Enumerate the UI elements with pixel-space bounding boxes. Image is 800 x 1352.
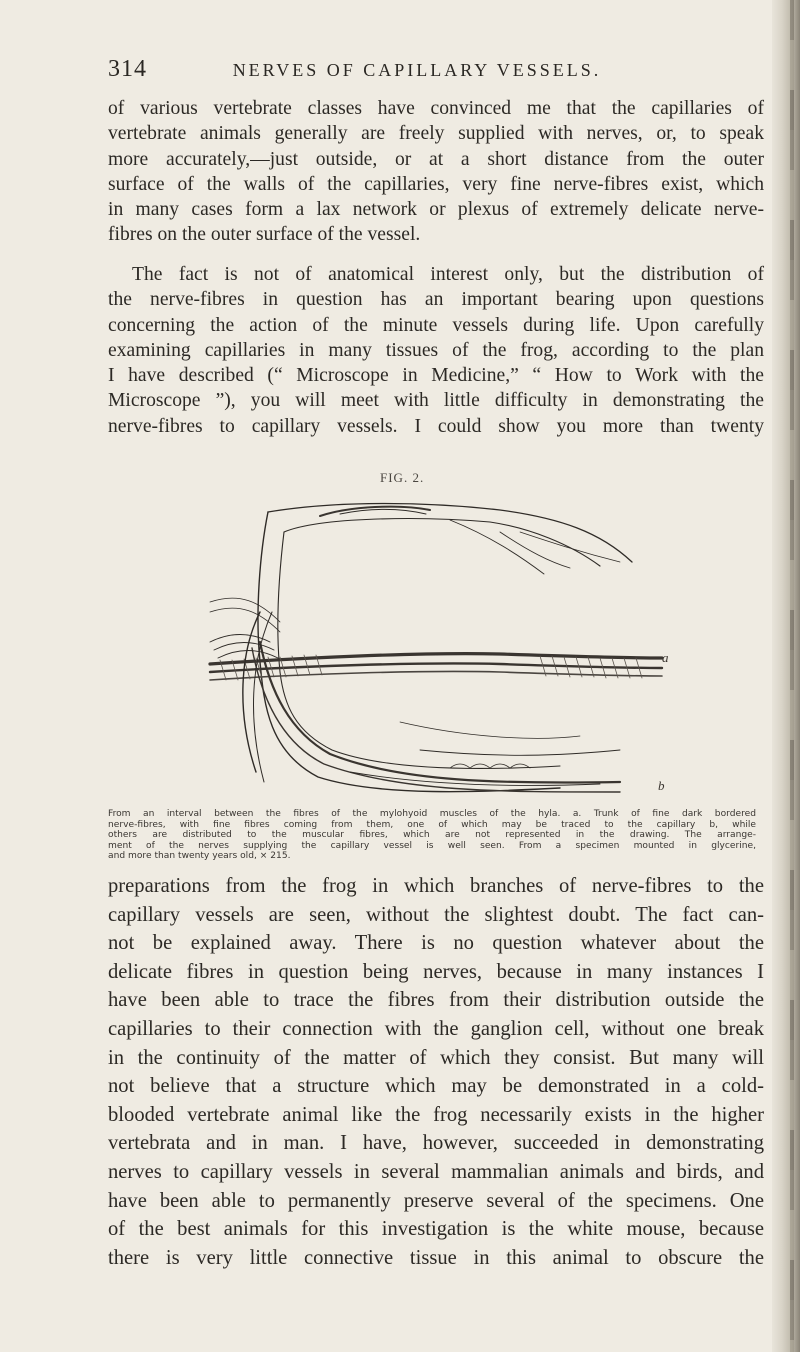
caption-line: nerve-fibres, with fine fibres coming from them, one of which may be traced to the capillary b, while xyxy=(108,819,756,830)
text-line: vertebrata and in man. I have, however, succeeded in demonstrating xyxy=(108,1132,764,1155)
text-line: the nerve-fibres in question has an important bearing upon questions xyxy=(108,289,764,311)
text-line: in many cases form a lax network or plexus of extremely delicate nerve- xyxy=(108,199,764,221)
nerve-capillary-illustration xyxy=(200,492,680,804)
text-line: concerning the action of the minute vessels during life. Upon carefully xyxy=(108,314,764,336)
text-line: capillary vessels are seen, without the slightest doubt. The fact can- xyxy=(108,903,764,926)
label-b: b xyxy=(658,778,665,793)
text-line: examining capillaries in many tissues of the frog, according to the plan xyxy=(108,339,764,361)
text-line: blooded vertebrate animal like the frog necessarily exists in the higher xyxy=(108,1103,764,1126)
text-line: surface of the walls of the capillaries, very fine nerve-fibres exist, which xyxy=(108,173,764,195)
text-line: capillaries to their connection with the ganglion cell, without one break xyxy=(108,1017,764,1040)
running-head: NERVES OF CAPILLARY VESSELS. xyxy=(232,60,602,80)
paragraph-3 xyxy=(108,872,764,1272)
text-line: of the best animals for this investigation is the white mouse, because xyxy=(108,1218,764,1241)
text-line: fibres on the outer surface of the vessel. xyxy=(108,224,421,246)
text-line: have been able to trace the fibres from their distribution outside the xyxy=(108,989,764,1012)
text-line: nerves to capillary vessels in several mammalian animals and birds, and xyxy=(108,1160,764,1183)
text-line: vertebrate animals generally are freely supplied with nerves, or, to speak xyxy=(108,123,764,145)
text-line: of various vertebrate classes have convinced me that the capillaries of xyxy=(108,98,764,119)
text-line: in the continuity of the matter of which they consist. But many will xyxy=(108,1046,764,1069)
caption-line: and more than twenty years old, × 215. xyxy=(108,851,291,862)
text-line: more accurately,—just outside, or at a short distance from the outer xyxy=(108,148,764,170)
paragraph-2 xyxy=(108,262,764,439)
caption-line: ment of the nerves supplying the capillary vessel is well seen. From a specimen mounted in glycerine, xyxy=(108,840,756,851)
figure-caption xyxy=(108,809,756,862)
page-header xyxy=(108,56,756,86)
text-line: not be explained away. There is no question whatever about the xyxy=(108,932,764,955)
figure-label: FIG. 2. xyxy=(380,470,425,485)
caption-line: others are distributed to the muscular fibres, which are not represented in the drawing. The arrange- xyxy=(108,830,756,841)
label-a: a xyxy=(662,650,669,665)
text-line: preparations from the frog in which branches of nerve-fibres to the xyxy=(108,875,764,897)
text-line: I have described (“ Microscope in Medicine,” “ How to Work with the xyxy=(108,365,764,387)
text-line: delicate fibres in question being nerves, because in many instances I xyxy=(108,960,764,983)
paragraph-1 xyxy=(108,96,764,248)
book-page-edge xyxy=(772,0,800,1352)
caption-line: From an interval between the fibres of the mylohyoid muscles of the hyla. a. Trunk of fine dark bordered xyxy=(108,809,756,819)
text-line: The fact is not of anatomical interest only, but the distribution of xyxy=(132,264,764,285)
text-line: there is very little connective tissue in this animal to obscure the xyxy=(108,1246,764,1269)
page-number: 314 xyxy=(108,56,147,82)
text-line: nerve-fibres to capillary vessels. I could show you more than twenty xyxy=(108,415,764,437)
text-line: have been able to permanently preserve several of the specimens. One xyxy=(108,1189,764,1212)
text-line: not believe that a structure which may be demonstrated in a cold- xyxy=(108,1075,764,1098)
text-line: Microscope ”), you will meet with little difficulty in demonstrating the xyxy=(108,390,764,412)
